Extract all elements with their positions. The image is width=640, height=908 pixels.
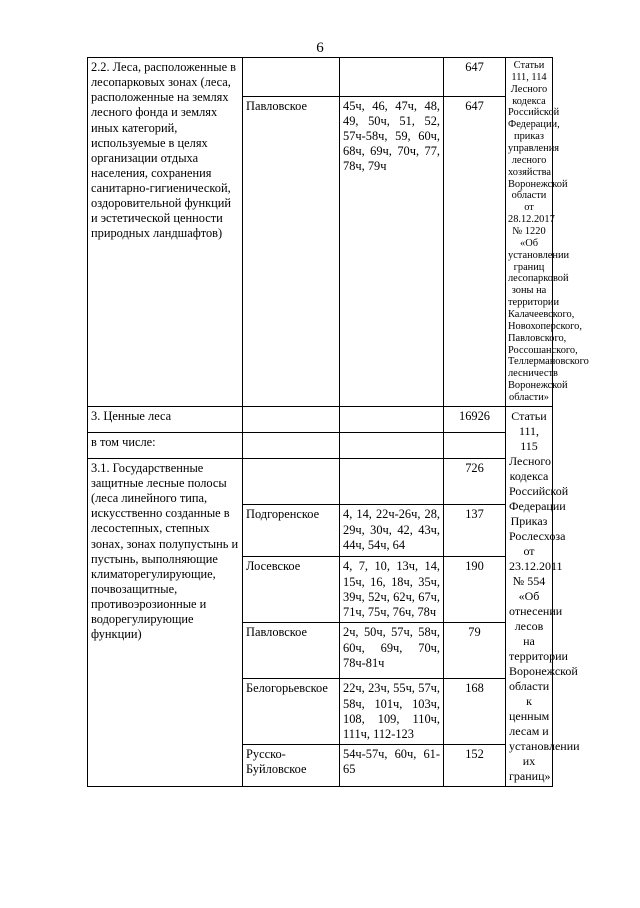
- table-row: [88, 432, 553, 458]
- quarters-cell: 22ч, 23ч, 55ч, 57ч, 58ч, 101ч, 103ч, 108, 109, 110ч, 111ч, 112-123: [340, 679, 444, 745]
- forestry-cell: [243, 432, 340, 458]
- quarters-cell: 54ч-57ч, 60ч, 61-65: [340, 744, 444, 786]
- forestry-cell: [243, 58, 340, 97]
- forestry-cell: Белогорьевское: [243, 679, 340, 745]
- area-cell: 16926: [444, 406, 506, 432]
- category-name-cell: 3. Ценные леса: [88, 406, 243, 432]
- category-name-cell: 2.2. Леса, расположенные в лесопарковых зонах (леса, расположенные на землях лесного фонда и землях иных категорий, используемые в целях организации отдыха населения, сохранения санитарно-гигиенической, оздоровительной функций и эстетической ценности природных ландшафтов): [88, 58, 243, 407]
- forestry-cell: Русско-Буйловское: [243, 744, 340, 786]
- including-label-cell: в том числе:: [88, 432, 243, 458]
- page-number: 6: [316, 40, 324, 56]
- area-cell: [444, 432, 506, 458]
- legal-basis-cell: Статьи 111, 114 Лесного кодекса Российской Федерации, приказ управления лесного хозяйства Воронежской области от 28.12.2017 № 1220 «Об установлении границ лесопарковой зоны на территории Калачеевского, Новохоперского, Павловского, Россошанского, Теллермановского лесничеств Воронежской области»: [506, 58, 553, 407]
- area-cell: 726: [444, 458, 506, 505]
- quarters-cell: [340, 458, 444, 505]
- quarters-cell: [340, 406, 444, 432]
- area-cell: 647: [444, 58, 506, 97]
- forestry-cell: Лосевское: [243, 557, 340, 623]
- quarters-cell: 2ч, 50ч, 57ч, 58ч, 60ч, 69ч, 70ч, 78ч-81ч: [340, 623, 444, 679]
- forests-table: [87, 57, 589, 787]
- quarters-cell: [340, 432, 444, 458]
- table-row: [88, 406, 553, 432]
- area-cell: 647: [444, 96, 506, 406]
- area-cell: 168: [444, 679, 506, 745]
- forestry-cell: [243, 458, 340, 505]
- table-row: [88, 58, 553, 97]
- forestry-cell: Павловское: [243, 623, 340, 679]
- category-name-cell: 3.1. Государственные защитные лесные полосы (леса линейного типа, искусственно созданные в лесостепных, степных зонах, зонах полупустынь и пустынь, выполняющие климаторегулирующие, почвозащитные, противоэрозионные и водорегулирующие функции): [88, 458, 243, 786]
- quarters-cell: [340, 58, 444, 97]
- quarters-cell: 4, 14, 22ч-26ч, 28, 29ч, 30ч, 42, 43ч, 44ч, 54ч, 64: [340, 505, 444, 557]
- legal-basis-cell: Статьи 111, 115 Лесного кодекса Российской Федерации Приказ Рослесхоза от 23.12.2011 № 554 «Об отнесении лесов на территории Воронежской области к ценным лесам и установлении их границ»: [506, 406, 553, 786]
- forestry-cell: Подгоренское: [243, 505, 340, 557]
- area-cell: 152: [444, 744, 506, 786]
- table-row: [88, 458, 553, 505]
- area-cell: 137: [444, 505, 506, 557]
- quarters-cell: 45ч, 46, 47ч, 48, 49, 50ч, 51, 52, 57ч-58ч, 59, 60ч, 68ч, 69ч, 70ч, 77, 78ч, 79ч: [340, 96, 444, 406]
- forestry-cell: [243, 406, 340, 432]
- forestry-cell: Павловское: [243, 96, 340, 406]
- quarters-cell: 4, 7, 10, 13ч, 14, 15ч, 16, 18ч, 35ч, 39ч, 52ч, 62ч, 67ч, 71ч, 75ч, 76ч, 78ч: [340, 557, 444, 623]
- area-cell: 79: [444, 623, 506, 679]
- area-cell: 190: [444, 557, 506, 623]
